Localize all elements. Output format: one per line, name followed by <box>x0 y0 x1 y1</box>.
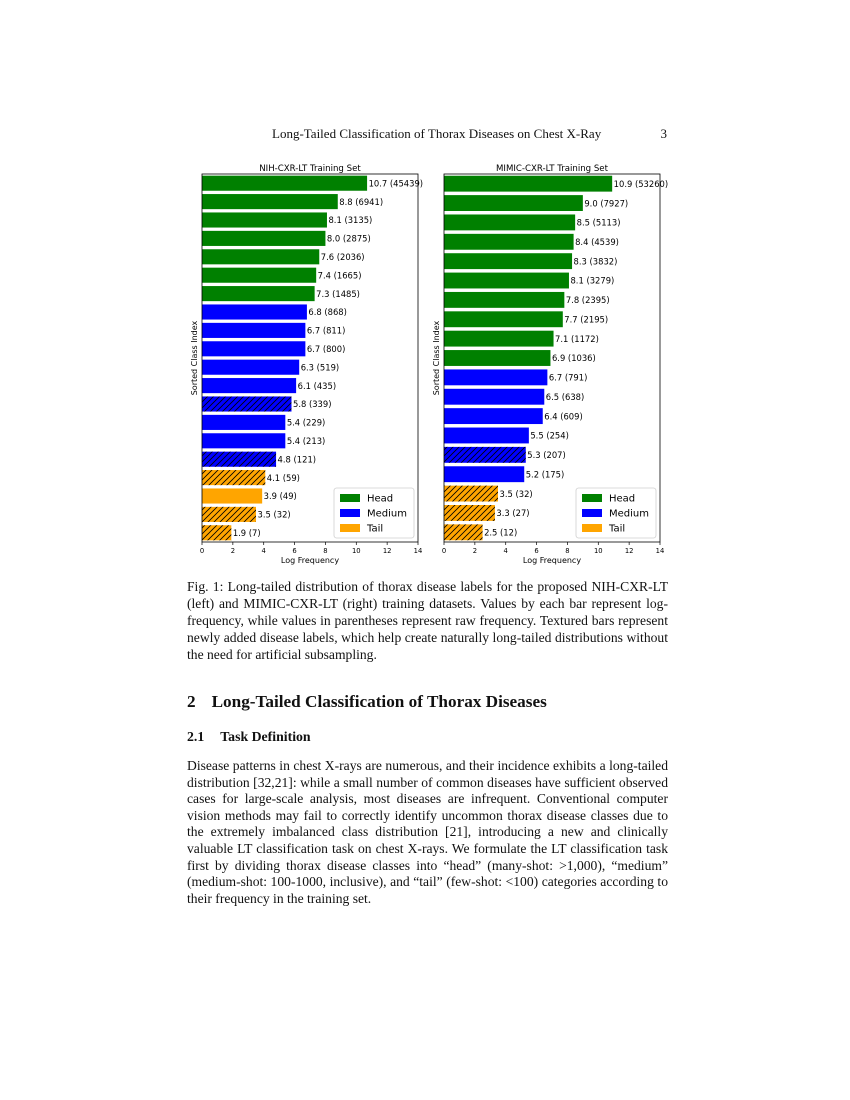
bar-label-2: 8.8 (6941) <box>339 196 384 207</box>
bar-label-14: 5.4 (229) <box>286 417 326 428</box>
bar-label-2: 9.0 (7927) <box>584 198 629 209</box>
legend-label-tail: Tail <box>609 523 626 535</box>
bar-label-4: 8.4 (4539) <box>575 236 619 247</box>
section-title: Long-Tailed Classification of Thorax Diseases <box>211 692 547 711</box>
axes-frame <box>202 174 418 542</box>
bar-9 <box>202 323 305 338</box>
x-tick-label-2: 2 <box>472 547 478 555</box>
bar-label-12: 6.1 (435) <box>297 380 337 391</box>
bar-label-3: 8.5 (5113) <box>576 217 621 228</box>
bar-label-18: 3.9 (49) <box>263 491 297 502</box>
bar-hatch-17 <box>444 486 498 502</box>
x-tick-label-12: 12 <box>382 547 392 555</box>
bar-6 <box>202 268 316 283</box>
bar-label-20: 1.9 (7) <box>232 528 261 538</box>
bar-label-8: 7.7 (2195) <box>564 314 609 325</box>
bar-14 <box>444 428 529 444</box>
x-tick-label-10: 10 <box>351 547 361 555</box>
legend-swatch-tail <box>582 524 602 532</box>
bar-label-7: 7.8 (2395) <box>565 295 610 306</box>
bar-label-8: 6.8 (868) <box>308 307 347 318</box>
legend-swatch-medium <box>340 509 360 517</box>
bar-label-11: 6.7 (791) <box>548 372 588 383</box>
subsection-title: Task Definition <box>220 729 311 744</box>
bar-8 <box>444 311 563 327</box>
bar-hatch-20 <box>202 525 231 540</box>
bar-10 <box>202 341 305 356</box>
bar-18 <box>202 488 262 503</box>
bar-7 <box>202 286 315 301</box>
bar-4 <box>444 234 574 250</box>
legend-swatch-tail <box>340 524 360 532</box>
running-title: Long-Tailed Classification of Thorax Diseases on Chest X-Ray <box>272 126 602 141</box>
x-axis-label: Log Frequency <box>522 556 582 565</box>
legend-swatch-head <box>582 494 602 502</box>
legend-label-head: Head <box>367 493 394 505</box>
legend-swatch-head <box>340 494 360 502</box>
x-tick-label-8: 8 <box>323 547 328 555</box>
x-tick-label-0: 0 <box>199 547 205 555</box>
legend-swatch-medium <box>582 509 602 517</box>
x-tick-label-14: 14 <box>655 547 665 555</box>
bar-hatch-15 <box>444 447 526 463</box>
chart-title: NIH-CXR-LT Training Set <box>259 164 361 174</box>
x-tick-label-4: 4 <box>261 547 266 555</box>
bar-label-15: 5.3 (207) <box>527 450 566 461</box>
bar-10 <box>444 350 550 366</box>
bar-label-5: 8.3 (3832) <box>573 256 618 267</box>
bar-label-6: 8.1 (3279) <box>570 275 615 286</box>
legend <box>334 488 414 538</box>
y-axis-label: Sorted Class Index <box>432 320 441 396</box>
bar-hatch-16 <box>202 452 276 467</box>
bar-label-16: 5.2 (175) <box>525 469 565 480</box>
bar-label-19: 2.5 (12) <box>484 527 518 538</box>
bar-hatch-13 <box>202 396 291 411</box>
bar-5 <box>444 253 572 269</box>
bar-label-12: 6.5 (638) <box>545 391 585 402</box>
bar-4 <box>202 231 325 246</box>
bar-label-13: 5.8 (339) <box>292 399 332 410</box>
bar-1 <box>444 176 612 192</box>
bar-label-5: 7.6 (2036) <box>320 252 365 262</box>
bar-9 <box>444 331 554 347</box>
bar-hatch-19 <box>444 524 483 540</box>
x-tick-label-2: 2 <box>230 547 236 555</box>
bar-12 <box>444 389 544 405</box>
bar-label-18: 3.3 (27) <box>496 508 530 519</box>
section-heading <box>187 692 547 712</box>
bar-label-10: 6.9 (1036) <box>551 353 596 364</box>
bar-label-1: 10.7 (45439) <box>368 178 424 189</box>
mimic-chart <box>428 160 668 570</box>
legend-label-head: Head <box>609 493 636 505</box>
y-axis-label: Sorted Class Index <box>190 320 199 396</box>
x-tick-label-14: 14 <box>413 547 423 555</box>
legend-label-medium: Medium <box>367 508 407 520</box>
chart-title: MIMIC-CXR-LT Training Set <box>496 164 608 174</box>
bar-5 <box>202 249 319 264</box>
bar-12 <box>202 378 296 393</box>
bar-label-9: 6.7 (811) <box>306 325 346 336</box>
bar-7 <box>444 292 564 308</box>
bar-2 <box>444 195 583 211</box>
bar-hatch-17 <box>202 470 265 485</box>
x-axis-label: Log Frequency <box>280 556 340 565</box>
x-tick-label-0: 0 <box>441 547 447 555</box>
bar-label-9: 7.1 (1172) <box>555 333 599 344</box>
legend-label-medium: Medium <box>609 508 649 520</box>
bar-label-6: 7.4 (1665) <box>317 270 362 281</box>
bar-16 <box>444 466 524 482</box>
x-tick-label-6: 6 <box>534 547 539 555</box>
x-tick-label-8: 8 <box>565 547 570 555</box>
figure-caption: Fig. 1: Long-tailed distribution of thorax disease labels for the proposed NIH-CXR-LT (left) and MIMIC-CXR-LT (right) training datasets. Values by each bar represent log-frequency, while values in parentheses represent raw frequency. Textured bars represent newly added disease labels, which help create naturally long-tailed distributions without the need for artificial subsampling. <box>187 579 668 662</box>
bar-label-13: 6.4 (609) <box>544 411 583 422</box>
bar-1 <box>202 176 367 191</box>
bar-11 <box>202 360 299 375</box>
bar-label-10: 6.7 (800) <box>306 344 346 354</box>
x-tick-label-10: 10 <box>593 547 603 555</box>
bar-label-15: 5.4 (213) <box>286 436 326 446</box>
bar-label-16: 4.8 (121) <box>277 454 317 465</box>
x-tick-label-6: 6 <box>292 547 297 555</box>
subsection-number: 2.1 <box>187 729 205 744</box>
x-tick-label-12: 12 <box>624 547 634 555</box>
bar-hatch-18 <box>444 505 495 521</box>
bar-label-11: 6.3 (519) <box>300 362 340 373</box>
bar-3 <box>202 212 327 227</box>
figure-1 <box>186 160 668 570</box>
bar-2 <box>202 194 338 209</box>
bar-label-14: 5.5 (254) <box>530 430 569 441</box>
bar-label-17: 3.5 (32) <box>499 488 533 499</box>
bar-6 <box>444 273 569 289</box>
bar-11 <box>444 369 547 385</box>
subsection-heading <box>187 729 311 745</box>
body-paragraph: Disease patterns in chest X-rays are numerous, and their incidence exhibits a long-tailed distribution [32,21]: while a small number of common diseases have sufficient observed cases for large-scale analysis, most diseases are infrequent. Conventional computer vision methods may fail to correctly identify uncommon thorax disease classes due to the extremely imbalanced class distribution [21], introducing a new and clinically valuable LT classification task on chest X-rays. We formulate the LT classification task first by dividing thorax disease classes into “head” (many-shot: >1,000), “medium” (medium-shot: 100-1000, inclusive), and “tail” (few-shot: <100) categories according to their frequency in the training set. <box>187 758 668 906</box>
bar-label-1: 10.9 (53260) <box>613 178 668 189</box>
bar-8 <box>202 304 307 319</box>
bar-label-7: 7.3 (1485) <box>316 288 360 299</box>
bar-label-19: 3.5 (32) <box>257 509 291 520</box>
x-tick-label-4: 4 <box>503 547 508 555</box>
bar-15 <box>202 433 285 448</box>
legend-label-tail: Tail <box>367 523 384 535</box>
bar-label-4: 8.0 (2875) <box>326 233 371 244</box>
bar-hatch-19 <box>202 507 256 522</box>
bar-14 <box>202 415 285 430</box>
running-head <box>272 126 667 142</box>
legend <box>576 488 656 538</box>
page-number: 3 <box>660 126 667 141</box>
bar-13 <box>444 408 543 424</box>
nih-chart <box>186 160 424 570</box>
bar-label-3: 8.1 (3135) <box>328 215 373 226</box>
bar-label-17: 4.1 (59) <box>266 472 300 483</box>
bar-3 <box>444 214 575 230</box>
section-number: 2 <box>187 692 196 711</box>
